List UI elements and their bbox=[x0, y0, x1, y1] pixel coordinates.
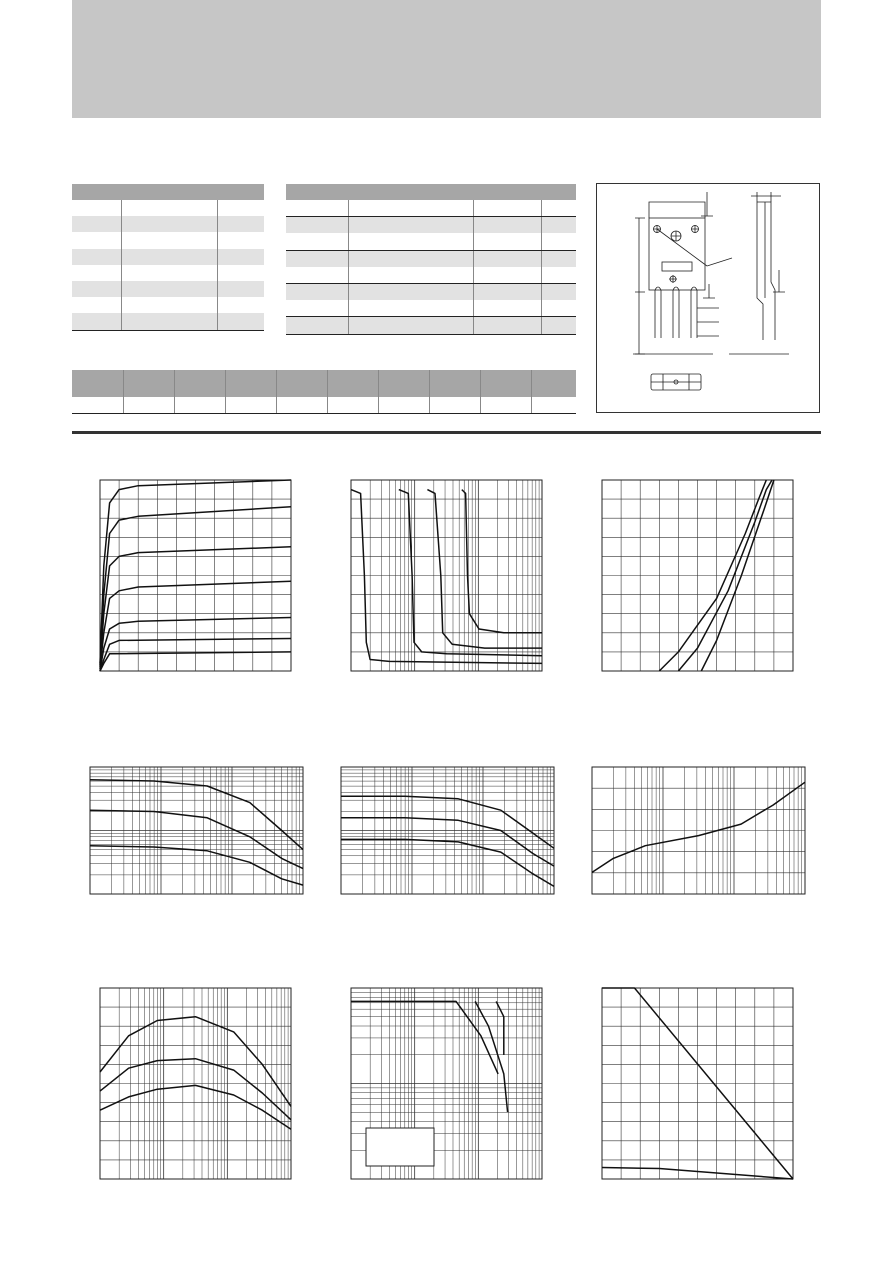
series-line-3 bbox=[100, 1085, 291, 1129]
series-line-1 bbox=[592, 782, 805, 872]
annotation-box bbox=[366, 1128, 434, 1166]
chart-grid bbox=[90, 767, 303, 894]
series-line-2 bbox=[399, 490, 542, 656]
chart-3 bbox=[602, 480, 793, 671]
section-divider bbox=[72, 431, 821, 434]
chart-5 bbox=[341, 767, 554, 894]
spec-table-right bbox=[286, 184, 576, 335]
chart-9 bbox=[602, 988, 793, 1179]
chart-2 bbox=[351, 480, 542, 671]
series-line-4 bbox=[462, 490, 542, 633]
package-outline-box bbox=[596, 183, 820, 413]
rank-table bbox=[72, 370, 576, 414]
header-band bbox=[72, 0, 821, 118]
chart-7 bbox=[100, 988, 291, 1179]
chart-6 bbox=[592, 767, 805, 894]
chart-grid bbox=[341, 767, 554, 894]
chart-8 bbox=[351, 988, 542, 1179]
spec-table-left bbox=[72, 184, 264, 331]
series-line-1 bbox=[90, 780, 303, 850]
chart-4 bbox=[90, 767, 303, 894]
transistor-package-outline-icon bbox=[597, 184, 821, 414]
series-line-2 bbox=[90, 810, 303, 868]
series-line-2 bbox=[475, 1001, 507, 1112]
series-line-3 bbox=[427, 490, 542, 648]
chart-grid bbox=[592, 767, 805, 894]
chart-grid bbox=[351, 480, 542, 671]
series-line-1 bbox=[351, 1001, 498, 1074]
chart-grid bbox=[602, 988, 793, 1179]
chart-1 bbox=[100, 480, 291, 671]
